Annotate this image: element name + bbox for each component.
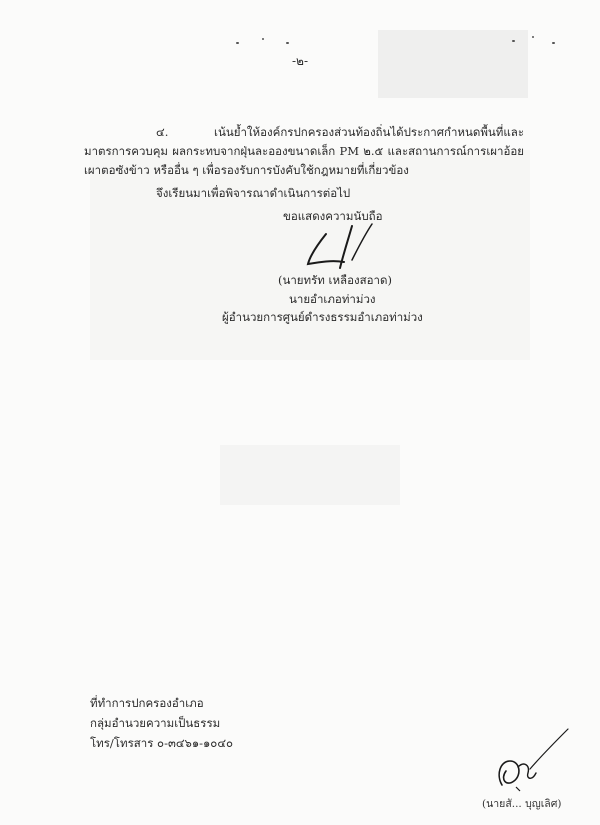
scan-speck	[512, 40, 515, 42]
bleed-through-box	[378, 30, 528, 98]
signatory-position-2: ผู้อำนวยการศูนย์ดำรงธรรมอำเภอท่าม่วง	[222, 310, 423, 324]
initial-signature	[492, 725, 572, 795]
footer-phone: โทร/โทรสาร ๐-๓๔๖๑-๑๐๔๐	[90, 736, 234, 750]
initial-name: (นายสั... บุญเลิศ)	[482, 798, 562, 810]
closing-salutation: ขอแสดงความนับถือ	[283, 209, 383, 223]
footer-office: ที่ทำการปกครองอำเภอ	[90, 696, 204, 710]
request-line: จึงเรียนมาเพื่อพิจารณาดำเนินการต่อไป	[156, 186, 351, 200]
signatory-name: (นายทรัท เหลืองสอาด)	[278, 273, 392, 287]
scan-speck	[552, 42, 555, 44]
signatory-position: นายอำเภอท่าม่วง	[289, 292, 376, 306]
scan-speck	[236, 42, 239, 44]
page-number: -๒-	[292, 54, 309, 68]
scan-speck	[262, 38, 264, 40]
scan-speck	[532, 36, 534, 38]
paragraph-4: ๔. เน้นย้ำให้องค์กรปกครองส่วนท้องถิ่นได้ประกาศกำหนดพื้นที่และมาตรการควบคุม ผลกระทบจากฝุ่นละอองขนาดเล็ก PM ๒.๕ และสถานการณ์การเผาอ้อย เผาตอซังข้าว หรืออื่น ๆ เพื่อรองรับการบังคับใช้กฎหมายที่เกี่ยวข้อง	[84, 125, 524, 177]
footer-division: กลุ่มอำนวยความเป็นธรรม	[90, 716, 221, 730]
signature	[300, 222, 375, 272]
scan-speck	[286, 42, 289, 44]
bleed-through-block	[220, 445, 400, 505]
